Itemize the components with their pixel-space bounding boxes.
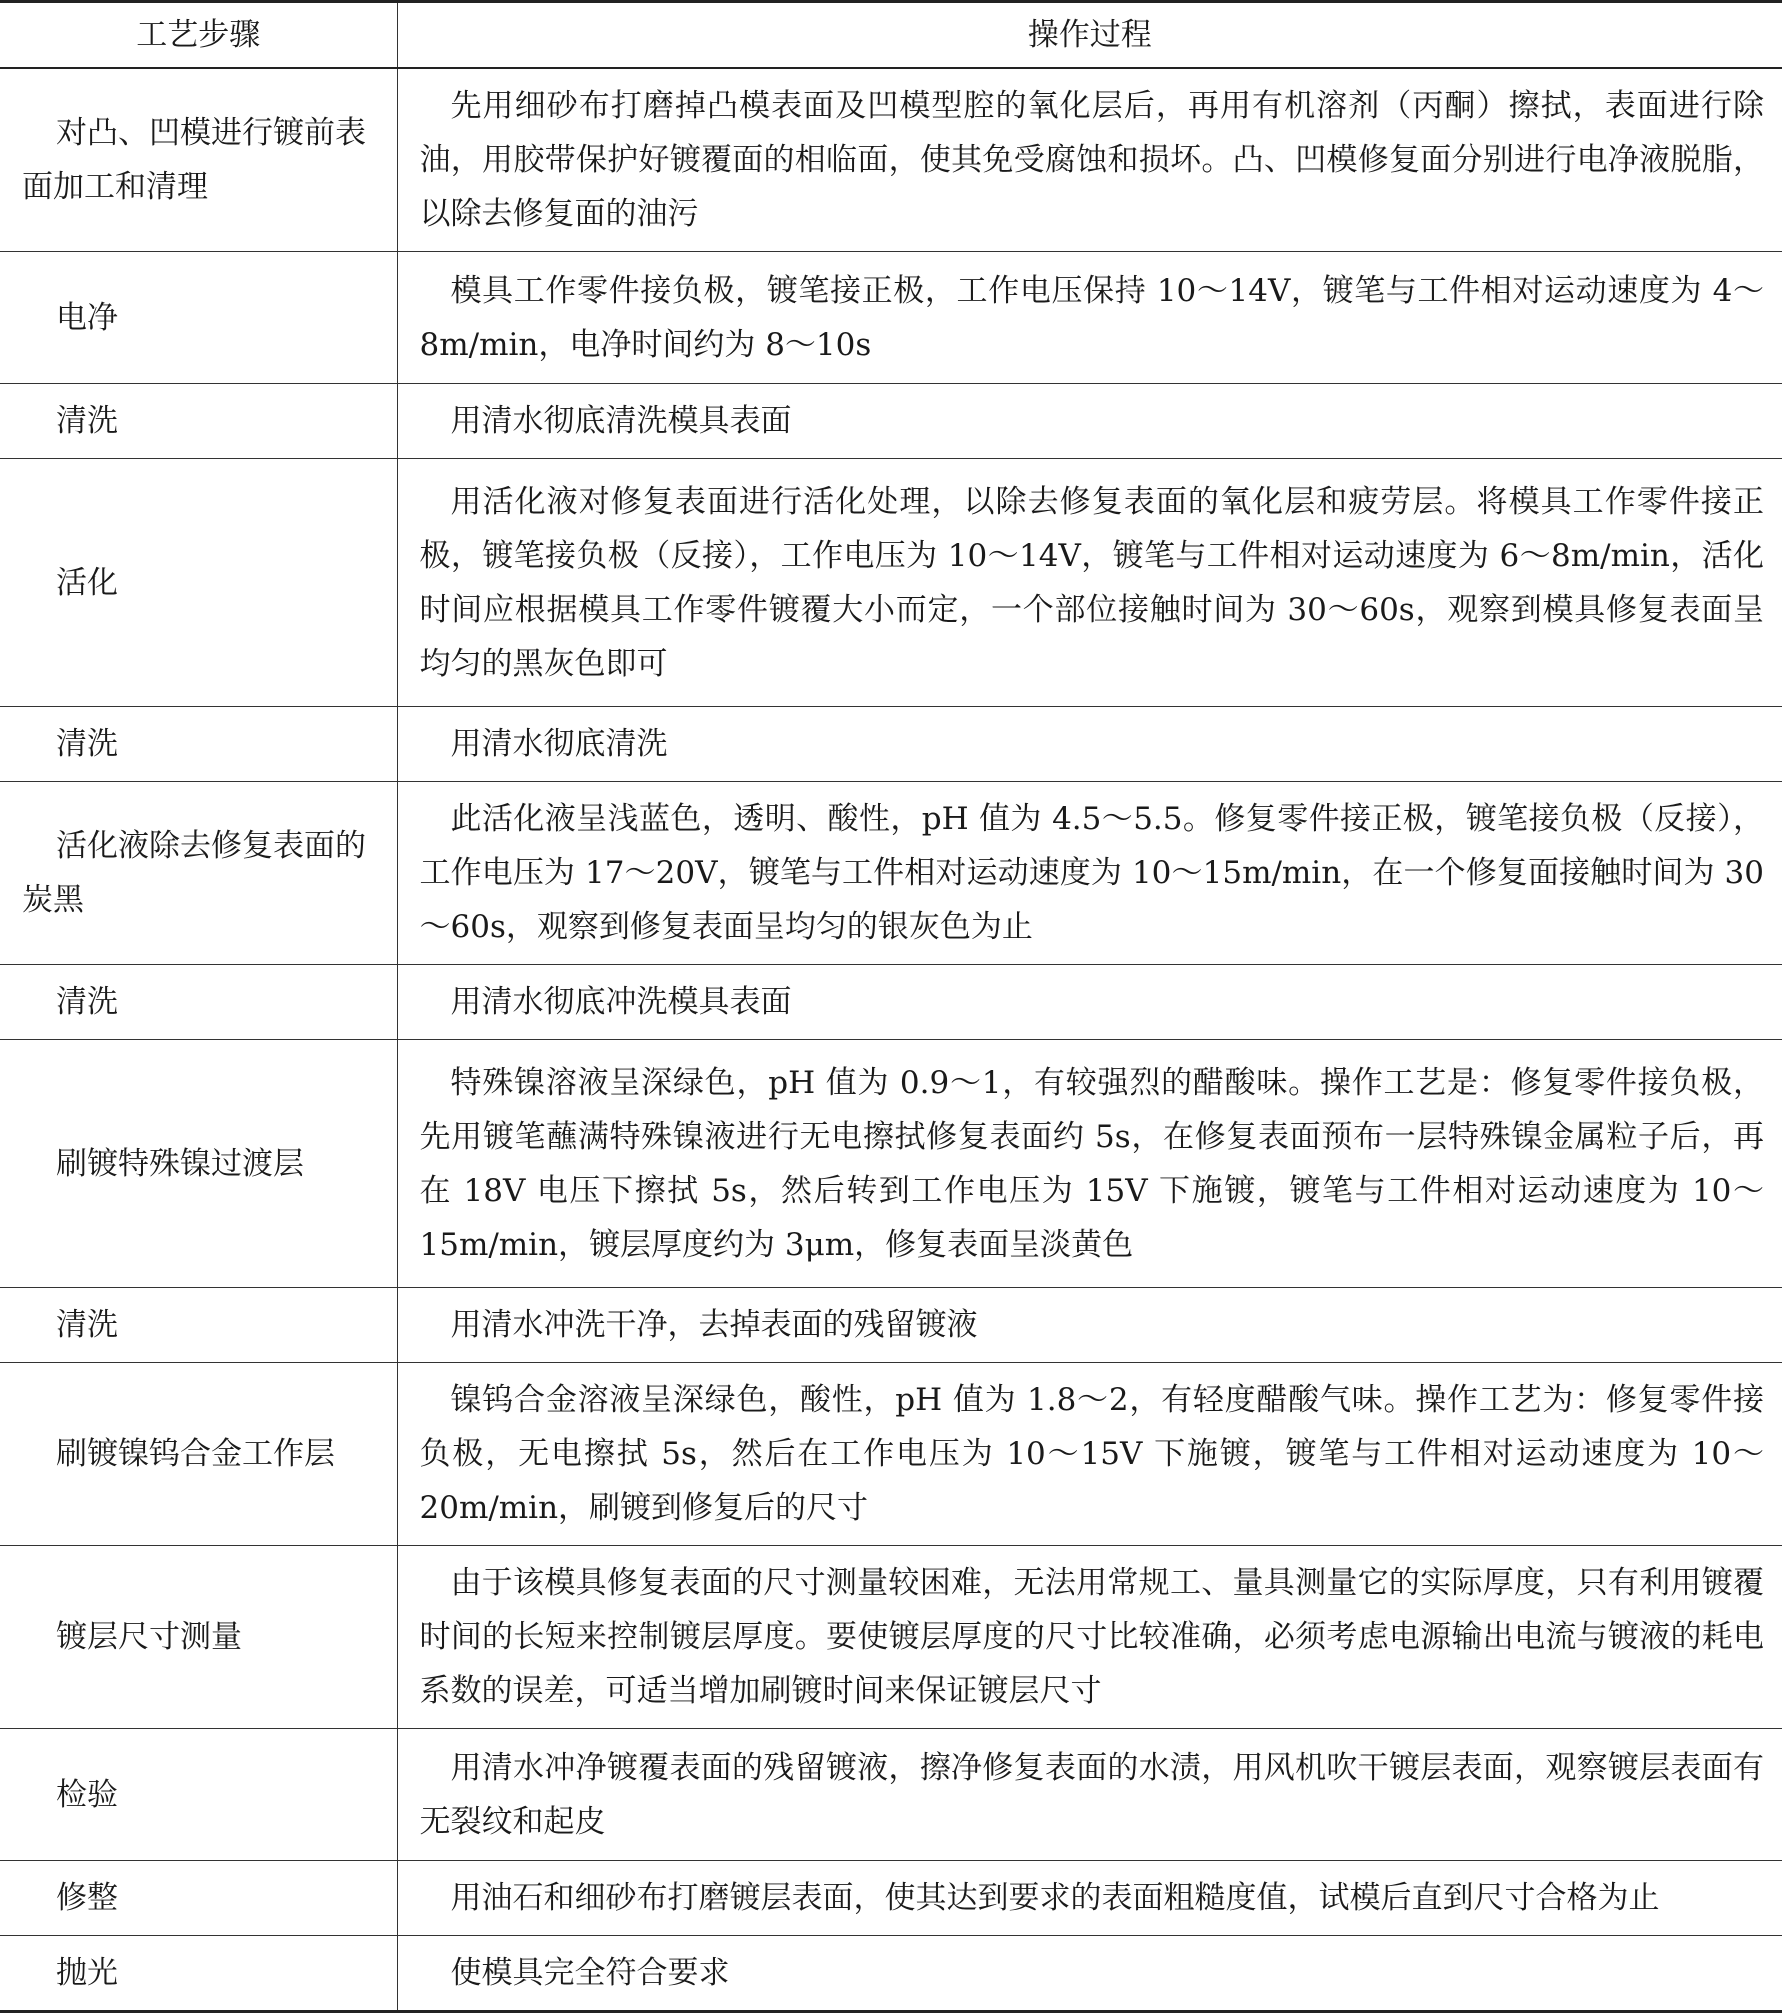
header-process: 操作过程 bbox=[1027, 17, 1152, 53]
step-cell bbox=[0, 252, 397, 384]
step-cell bbox=[0, 965, 397, 1040]
table-row bbox=[0, 782, 1782, 965]
process-cell bbox=[397, 1040, 1782, 1288]
step-cell bbox=[0, 707, 397, 782]
process-text: 特殊镍溶液呈深绿色，pH 值为 0.9～1，有较强烈的醋酸味。操作工艺是：修复零件接负极，先用镀笔蘸满特殊镍液进行无电擦拭修复表面约 5s，在修复表面预布一层特殊镍金属粒子后，再在 18V 电压下擦拭 5s，然后转到工作电压为 15V 下施镀，镀笔与工件相对运动速度为 10～15m/min，镀层厚度约为 3μm，修复表面呈淡黄色 bbox=[419, 1064, 1764, 1263]
process-text: 用清水冲净镀覆表面的残留镀液，擦净修复表面的水渍，用风机吹干镀层表面，观察镀层表面有无裂纹和起皮 bbox=[419, 1749, 1764, 1840]
process-cell bbox=[397, 782, 1782, 965]
step-label: 清洗 bbox=[56, 984, 118, 1020]
table-row bbox=[0, 384, 1782, 459]
step-cell bbox=[0, 1040, 397, 1288]
step-cell bbox=[0, 1861, 397, 1936]
process-text: 用清水冲洗干净，去掉表面的残留镀液 bbox=[450, 1307, 978, 1343]
header-step: 工艺步骤 bbox=[0, 2, 397, 69]
step-label: 刷镀镍钨合金工作层 bbox=[56, 1436, 335, 1472]
process-text: 使模具完全符合要求 bbox=[450, 1955, 730, 1991]
process-cell bbox=[397, 1729, 1782, 1861]
step-cell bbox=[0, 1936, 397, 2012]
table-row bbox=[0, 965, 1782, 1040]
step-label: 活化 bbox=[56, 564, 118, 601]
step-cell bbox=[0, 1546, 397, 1729]
step-label: 修整 bbox=[56, 1880, 118, 1916]
process-cell bbox=[397, 1936, 1782, 2012]
process-text: 镍钨合金溶液呈深绿色，酸性，pH 值为 1.8～2，有轻度醋酸气味。操作工艺为：修复零件接负极，无电擦拭 5s，然后在工作电压为 10～15V 下施镀，镀笔与工件相对运动速度为 10～20m/min，刷镀到修复后的尺寸 bbox=[419, 1382, 1764, 1526]
step-label: 抛光 bbox=[56, 1955, 118, 1991]
table-row bbox=[0, 1861, 1782, 1936]
process-cell bbox=[397, 707, 1782, 782]
step-label: 电净 bbox=[56, 299, 118, 336]
table-row bbox=[0, 1288, 1782, 1363]
process-text: 用油石和细砂布打磨镀层表面，使其达到要求的表面粗糙度值，试模后直到尺寸合格为止 bbox=[450, 1880, 1660, 1916]
process-cell bbox=[397, 1861, 1782, 1936]
step-cell bbox=[0, 68, 397, 252]
table-row bbox=[0, 1040, 1782, 1288]
table-row bbox=[0, 1729, 1782, 1861]
table-row bbox=[0, 252, 1782, 384]
step-label: 对凸、凹模进行镀前表面加工和清理 bbox=[22, 115, 366, 205]
table-row bbox=[0, 1363, 1782, 1546]
step-cell bbox=[0, 384, 397, 459]
step-cell bbox=[0, 459, 397, 707]
process-text: 用活化液对修复表面进行活化处理，以除去修复表面的氧化层和疲劳层。将模具工作零件接正极，镀笔接负极（反接），工作电压为 10～14V，镀笔与工件相对运动速度为 6～8m/min，活化时间应根据模具工作零件镀覆大小而定，一个部位接触时间为 30～60s，观察到模具修复表面呈均匀的黑灰色即可 bbox=[419, 483, 1764, 682]
process-text: 用清水彻底清洗模具表面 bbox=[450, 403, 792, 439]
table-row bbox=[0, 707, 1782, 782]
step-cell bbox=[0, 1288, 397, 1363]
step-cell bbox=[0, 1363, 397, 1546]
step-cell bbox=[0, 782, 397, 965]
step-label: 清洗 bbox=[56, 403, 118, 439]
table-row bbox=[0, 459, 1782, 707]
step-label: 清洗 bbox=[56, 1307, 118, 1343]
process-cell bbox=[397, 384, 1782, 459]
process-cell bbox=[397, 965, 1782, 1040]
table-row bbox=[0, 1936, 1782, 2012]
process-text: 由于该模具修复表面的尺寸测量较困难，无法用常规工、量具测量它的实际厚度，只有利用镀覆时间的长短来控制镀层厚度。要使镀层厚度的尺寸比较准确，必须考虑电源输出电流与镀液的耗电系数的误差，可适当增加刷镀时间来保证镀层尺寸 bbox=[419, 1565, 1764, 1709]
table-row bbox=[0, 1546, 1782, 1729]
step-label: 镀层尺寸测量 bbox=[56, 1619, 242, 1655]
process-text: 先用细砂布打磨掉凸模表面及凹模型腔的氧化层后，再用有机溶剂（丙酮）擦拭，表面进行除油，用胶带保护好镀覆面的相临面，使其免受腐蚀和损坏。凸、凹模修复面分别进行电净液脱脂，以除去修复面的油污 bbox=[419, 88, 1764, 232]
process-cell bbox=[397, 1546, 1782, 1729]
step-cell bbox=[0, 1729, 397, 1861]
step-label: 清洗 bbox=[56, 726, 118, 762]
process-cell bbox=[397, 1288, 1782, 1363]
process-text: 模具工作零件接负极，镀笔接正极，工作电压保持 10～14V，镀笔与工件相对运动速度为 4～8m/min，电净时间约为 8～10s bbox=[419, 272, 1764, 363]
process-text: 用清水彻底冲洗模具表面 bbox=[450, 984, 792, 1020]
step-label: 检验 bbox=[56, 1776, 118, 1813]
table-header-row bbox=[0, 2, 1782, 69]
process-cell bbox=[397, 252, 1782, 384]
step-label: 活化液除去修复表面的炭黑 bbox=[22, 828, 366, 918]
process-cell bbox=[397, 459, 1782, 707]
step-label: 刷镀特殊镍过渡层 bbox=[56, 1145, 304, 1182]
process-text: 此活化液呈浅蓝色，透明、酸性，pH 值为 4.5～5.5。修复零件接正极，镀笔接负极（反接），工作电压为 17～20V，镀笔与工件相对运动速度为 10～15m/min，在一个修复面接触时间为 30～60s，观察到修复表面呈均匀的银灰色为止 bbox=[419, 801, 1764, 945]
process-cell bbox=[397, 1363, 1782, 1546]
process-cell bbox=[397, 68, 1782, 252]
process-text: 用清水彻底清洗 bbox=[450, 726, 668, 762]
table-row bbox=[0, 68, 1782, 252]
